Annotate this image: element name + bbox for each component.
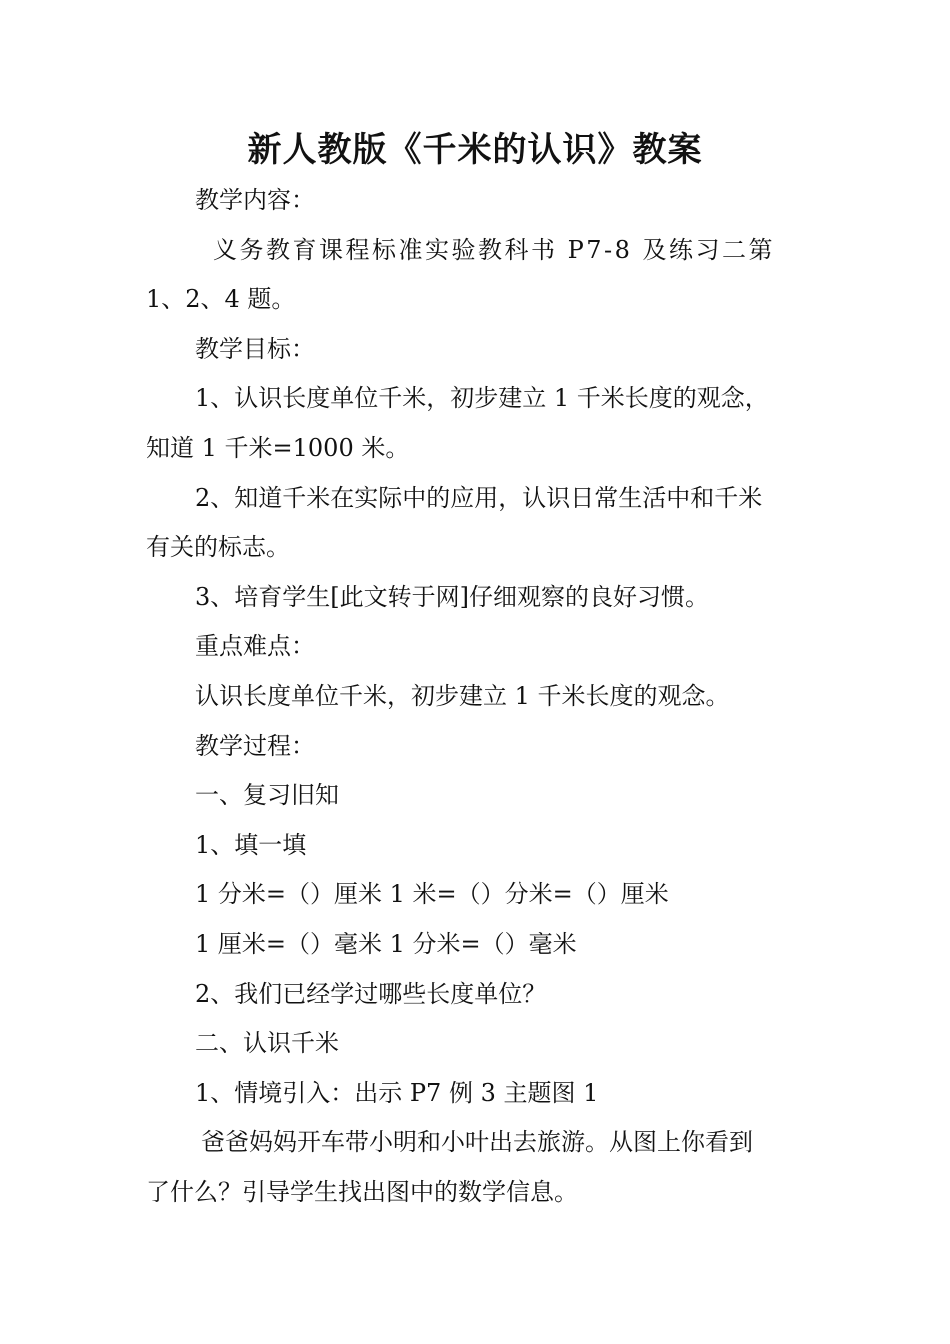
paragraph-line: 3、培育学生[此文转于网]仔细观察的良好习惯。: [195, 582, 709, 611]
subsection-heading: 一、复习旧知: [195, 781, 339, 810]
section-heading-goals: 教学目标：: [195, 334, 315, 363]
document-body: [146, 176, 810, 1217]
paragraph-line: 1、情境引入：出示 P7 例 3 主题图 1: [195, 1078, 599, 1107]
paragraph-line: 认识长度单位千米，初步建立 1 千米长度的观念。: [195, 681, 730, 710]
paragraph-line: 2、知道千米在实际中的应用，认识日常生活中和千米: [195, 483, 763, 512]
section-heading-key-points: 重点难点：: [195, 632, 315, 661]
section-heading-process: 教学过程：: [195, 731, 315, 760]
document-title: 新人教版《千米的认识》教案: [247, 130, 703, 170]
paragraph-line: 1、2、4 题。: [146, 285, 296, 314]
paragraph-line: 义务教育课程标准实验教科书 P7-8 及练习二第: [213, 235, 776, 264]
paragraph-line: 1、认识长度单位千米，初步建立 1 千米长度的观念，: [195, 384, 769, 413]
paragraph-line: 2、我们已经学过哪些长度单位？: [195, 979, 547, 1008]
paragraph-line: 有关的标志。: [146, 533, 290, 562]
paragraph-line: 1、填一填: [195, 830, 307, 859]
paragraph-line: 爸爸妈妈开车带小明和小叶出去旅游。从图上你看到: [201, 1128, 753, 1157]
paragraph-line: 了什么？引导学生找出图中的数学信息。: [146, 1177, 578, 1206]
section-heading-content: 教学内容：: [195, 186, 315, 214]
subsection-heading: 二、认识千米: [195, 1029, 339, 1058]
paragraph-line: 知道 1 千米=1000 米。: [146, 433, 410, 462]
paragraph-line: 1 分米=（）厘米 1 米=（）分米=（）厘米: [195, 880, 669, 909]
paragraph-line: 1 厘米=（）毫米 1 分米=（）毫米: [195, 929, 577, 958]
